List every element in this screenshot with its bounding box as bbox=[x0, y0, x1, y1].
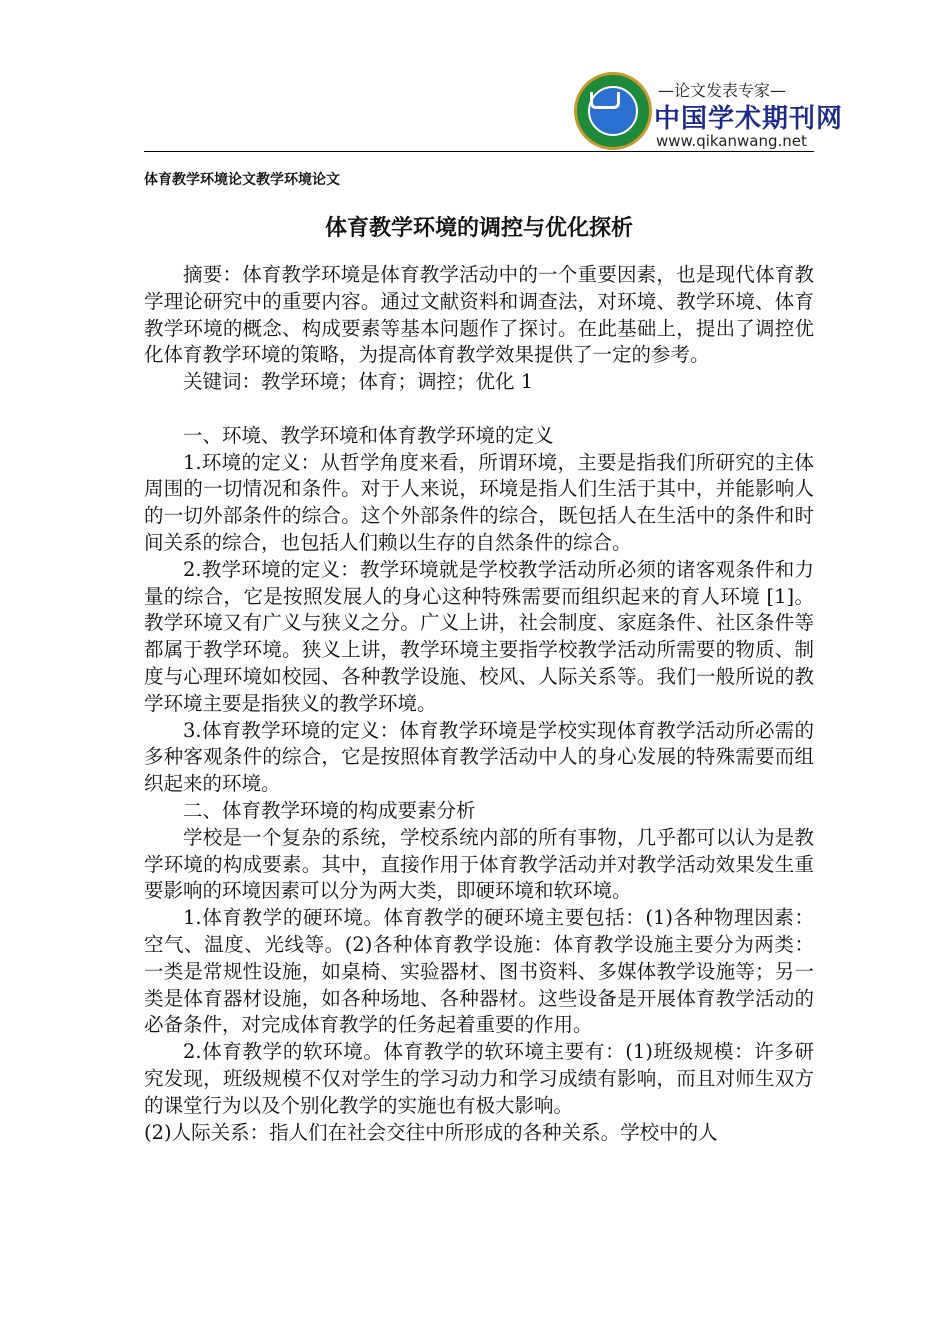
site-logo bbox=[574, 72, 844, 154]
document-title: 体育教学环境的调控与优化探析 bbox=[324, 216, 633, 241]
document-body bbox=[144, 262, 814, 1146]
body-paragraph: 2.体育教学的软环境。体育教学的软环境主要有：(1)班级规模：许多研究发现，班级规模不仅对学生的学习动力和学习成绩有影响，而且对师生双方的课堂行为以及个别化教学的实施也有极大影响。 bbox=[144, 1040, 814, 1117]
body-paragraph: (2)人际关系：指人们在社会交往中所形成的各种关系。学校中的人 bbox=[144, 1120, 718, 1144]
body-paragraph: 2.教学环境的定义：教学环境就是学校教学活动所必须的诸客观条件和力量的综合，它是按照发展人的身心这种特殊需要而组织起来的育人环境 [1]。教学环境又有广义与狭义之分。广义上讲，社会制度、家庭条件、社区条件等都属于教学环境。狭义上讲，教学环境主要指学校教学活动所需要的物质、制度与心理环境如校园、各种教学设施、校风、人际关系等。我们一般所说的教学环境主要是指狭义的教学环境。 bbox=[144, 557, 814, 715]
running-header: 体育教学环境论文教学环境论文 bbox=[144, 172, 340, 188]
header-divider bbox=[144, 151, 814, 152]
logo-name: 中国学术期刊网 bbox=[654, 104, 844, 134]
logo-emblem-icon bbox=[574, 72, 652, 150]
keywords-paragraph: 关键词：教学环境；体育；调控；优化 1 bbox=[183, 370, 534, 394]
body-paragraph: 1.环境的定义：从哲学角度来看，所谓环境，主要是指我们所研究的主体周围的一切情况和条件。对于人来说，环境是指人们生活于其中，并能影响人的一切外部条件的综合。这个外部条件的综合，既包括人在生活中的条件和时间关系的综合，也包括人们赖以生存的自然条件的综合。 bbox=[144, 450, 814, 554]
logo-url: www.qikanwang.net bbox=[656, 132, 807, 150]
body-paragraph: 3.体育教学环境的定义：体育教学环境是学校实现体育教学活动所必需的多种客观条件的综合，它是按照体育教学活动中人的身心发展的特殊需要而组织起来的环境。 bbox=[144, 718, 814, 796]
logo-tagline: —论文发表专家— bbox=[658, 81, 787, 100]
body-paragraph: 1.体育教学的硬环境。体育教学的硬环境主要包括：(1)各种物理因素：空气、温度、光线等。(2)各种体育教学设施：体育教学设施主要分为两类：一类是常规性设施，如桌椅、实验器材、图书资料、多媒体教学设施等；另一类是体育器材设施，如各种场地、各种器材。这些设备是开展体育教学活动的必备条件，对完成体育教学的任务起着重要的作用。 bbox=[144, 906, 814, 1037]
section-heading: 二、体育教学环境的构成要素分析 bbox=[183, 798, 476, 822]
abstract-paragraph: 摘要：体育教学环境是体育教学活动中的一个重要因素，也是现代体育教学理论研究中的重要内容。通过文献资料和调查法，对环境、教学环境、体育教学环境的概念、构成要素等基本问题作了探讨。在此基础上，提出了调控优化体育教学环境的策略，为提高体育教学效果提供了一定的参考。 bbox=[144, 263, 814, 367]
section-heading: 一、环境、教学环境和体育教学环境的定义 bbox=[183, 423, 554, 447]
body-paragraph: 学校是一个复杂的系统，学校系统内部的所有事物，几乎都可以认为是教学环境的构成要素。其中，直接作用于体育教学活动并对教学活动效果发生重要影响的环境因素可以分为两大类，即硬环境和软环境。 bbox=[144, 825, 814, 903]
